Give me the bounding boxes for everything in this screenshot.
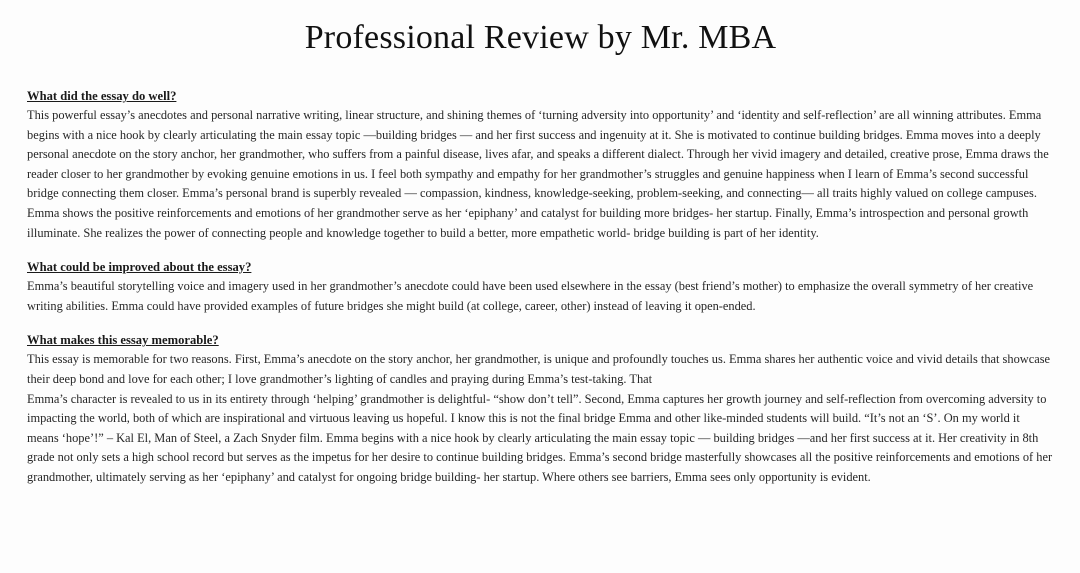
section-memorable (27, 331, 1054, 487)
section-could-improve (27, 258, 1054, 316)
section-body-could-improve: Emma’s beautiful storytelling voice and imagery used in her grandmother’s anecdote could have been used elsewhere in the essay (best friend’s mother) to emphasize the overall symmetry of her creative writing abilities. Emma could have provided examples of future bridges she might build (at college, career, other) instead of leaving it open-ended. (27, 279, 1034, 313)
section-heading-could-improve: What could be improved about the essay? (27, 260, 252, 275)
page-title: Professional Review by Mr. MBA (304, 19, 777, 56)
section-did-well (27, 87, 1054, 243)
section-body-did-well: This powerful essay’s anecdotes and personal narrative writing, linear structure, and shining themes of ‘turning adversity into opportunity’ and ‘identity and self-reflection’ are all winning attributes. Emma begins with a nice hook by clearly articulating the main essay topic —building bridges — and her first success and ingenuity at it. She is motivated to continue building bridges. Emma moves into a deeply personal anecdote on the story anchor, her grandmother, who suffers from a painful disease, lives afar, and speaks a different dialect. Through her vivid imagery and detailed, creative prose, Emma draws the reader closer to her grandmother by evoking genuine emotions in us. I feel both sympathy and empathy for her grandmother’s struggles and genuine happiness when I learn of Emma’s second successful bridge connecting them closer. Emma’s personal brand is superbly revealed — compassion, kindness, knowledge-seeking, problem-seeking, and connecting— all traits highly valued on college campuses. Emma shows the positive reinforcements and emotions of her grandmother serve as her ‘epiphany’ and catalyst for building more bridges- her startup. Finally, Emma’s introspection and personal growth illuminate. She realizes the power of connecting people and knowledge together to build a better, more empathetic world- bridge building is part of her identity. (27, 108, 1049, 240)
section-body-memorable-1: This essay is memorable for two reasons. First, Emma’s anecdote on the story anchor, her grandmother, is unique and profoundly touches us. Emma shares her authentic voice and vivid details that showcase their deep bond and love for each other; I love grandmother’s lighting of candles and praying during Emma’s test-taking. That (27, 352, 1051, 386)
section-heading-memorable: What makes this essay memorable? (27, 333, 219, 348)
section-body-memorable-2: Emma’s character is revealed to us in its entirety through ‘helping’ grandmother is delightful- “show don’t tell”. Second, Emma captures her growth journey and self-reflection from overcoming adversity to impacting the world, both of which are inspirational and virtuous leaving us hopeful. I know this is not the final bridge Emma and other like-minded students will build. “It’s not an ‘S’. On my world it means ‘hope’!” – Kal El, Man of Steel, a Zach Snyder film. Emma begins with a nice hook by clearly articulating the main essay topic — building bridges —and her first success at it. Her creativity in 8th grade not only sets a high school record but serves as the impetus for her desire to continue building bridges. Emma’s second bridge masterfully showcases all the positive reinforcements and emotions of her grandmother, ultimately serving as her ‘epiphany’ and catalyst for ongoing bridge building- her startup. Where others see barriers, Emma sees only opportunity is evident. (27, 391, 1053, 484)
section-heading-did-well: What did the essay do well? (27, 89, 177, 103)
